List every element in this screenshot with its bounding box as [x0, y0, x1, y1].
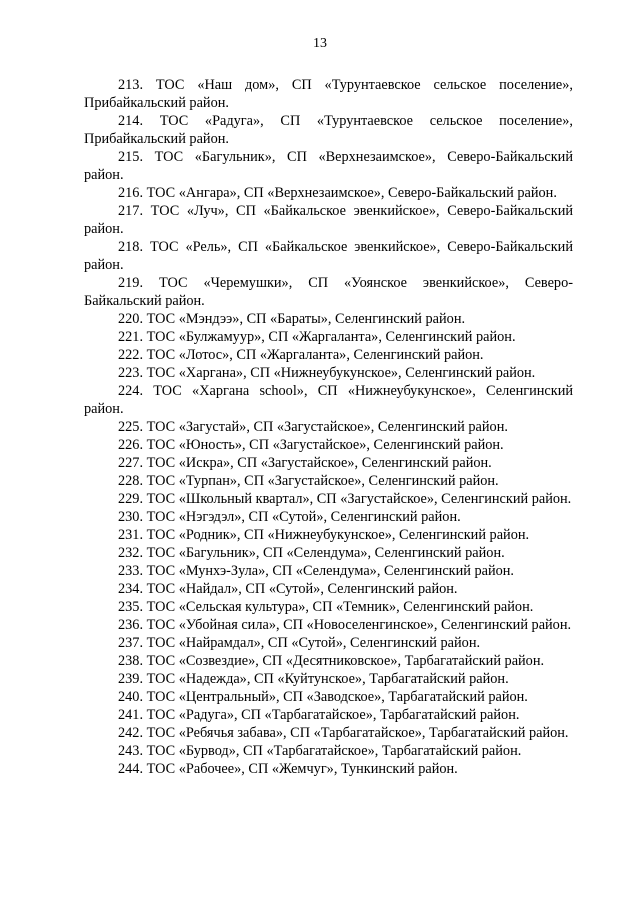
document-list: [84, 76, 573, 778]
list-item: 213. ТОС «Наш дом», СП «Турунтаевское сельское поселение», Прибайкальский район.: [84, 77, 573, 111]
list-item: 238. ТОС «Созвездие», СП «Десятниковское», Тарбагатайский район.: [118, 653, 545, 669]
list-item: 219. ТОС «Черемушки», СП «Уоянское эвенкийское», Северо-Байкальский район.: [84, 275, 573, 309]
list-item: 243. ТОС «Бурвод», СП «Тарбагатайское», Тарбагатайский район.: [118, 743, 522, 759]
list-item: 240. ТОС «Центральный», СП «Заводское», Тарбагатайский район.: [118, 689, 528, 705]
list-item: 220. ТОС «Мэндээ», СП «Бараты», Селенгинский район.: [118, 311, 466, 327]
list-item: 242. ТОС «Ребячья забава», СП «Тарбагатайское», Тарбагатайский район.: [118, 725, 569, 741]
list-item: 227. ТОС «Искра», СП «Загустайское», Селенгинский район.: [118, 455, 492, 471]
list-item: 223. ТОС «Харгана», СП «Нижнеубукунское», Селенгинский район.: [118, 365, 536, 381]
list-item: 226. ТОС «Юность», СП «Загустайское», Селенгинский район.: [118, 437, 504, 453]
list-item: 224. ТОС «Харгана school», СП «Нижнеубукунское», Селенгинский район.: [84, 383, 573, 417]
list-item: 222. ТОС «Лотос», СП «Жаргаланта», Селенгинский район.: [118, 347, 484, 363]
list-item: 228. ТОС «Турпан», СП «Загустайское», Селенгинский район.: [118, 473, 499, 489]
list-item: 232. ТОС «Багульник», СП «Селендума», Селенгинский район.: [118, 545, 505, 561]
list-item: 233. ТОС «Мунхэ-Зула», СП «Селендума», Селенгинский район.: [118, 563, 515, 579]
list-item: 215. ТОС «Багульник», СП «Верхнезаимское», Северо-Байкальский район.: [84, 149, 573, 183]
list-item: 231. ТОС «Родник», СП «Нижнеубукунское», Селенгинский район.: [118, 527, 530, 543]
list-item: 236. ТОС «Убойная сила», СП «Новоселенгинское», Селенгинский район.: [118, 617, 572, 633]
list-item: 216. ТОС «Ангара», СП «Верхнезаимское», Северо-Байкальский район.: [118, 185, 557, 201]
list-item: 221. ТОС «Булжамуур», СП «Жаргаланта», Селенгинский район.: [118, 329, 516, 345]
page-number: 13: [313, 36, 327, 51]
list-item: 244. ТОС «Рабочее», СП «Жемчуг», Тункинский район.: [118, 761, 458, 777]
list-item: 234. ТОС «Найдал», СП «Сутой», Селенгинский район.: [118, 581, 458, 597]
list-item: 230. ТОС «Нэгэдэл», СП «Сутой», Селенгинский район.: [118, 509, 461, 525]
list-item: 225. ТОС «Загустай», СП «Загустайское», Селенгинский район.: [118, 419, 508, 435]
list-item: 235. ТОС «Сельская культура», СП «Темник», Селенгинский район.: [118, 599, 534, 615]
list-item: 229. ТОС «Школьный квартал», СП «Загустайское», Селенгинский район.: [118, 491, 572, 507]
list-item: 239. ТОС «Надежда», СП «Куйтунское», Тарбагатайский район.: [118, 671, 509, 687]
list-item: 217. ТОС «Луч», СП «Байкальское эвенкийское», Северо-Байкальский район.: [84, 203, 573, 237]
list-item: 214. ТОС «Радуга», СП «Турунтаевское сельское поселение», Прибайкальский район.: [84, 113, 573, 147]
list-item: 237. ТОС «Найрамдал», СП «Сутой», Селенгинский район.: [118, 635, 481, 651]
list-item: 218. ТОС «Рель», СП «Байкальское эвенкийское», Северо-Байкальский район.: [84, 239, 573, 273]
list-item: 241. ТОС «Радуга», СП «Тарбагатайское», Тарбагатайский район.: [118, 707, 520, 723]
